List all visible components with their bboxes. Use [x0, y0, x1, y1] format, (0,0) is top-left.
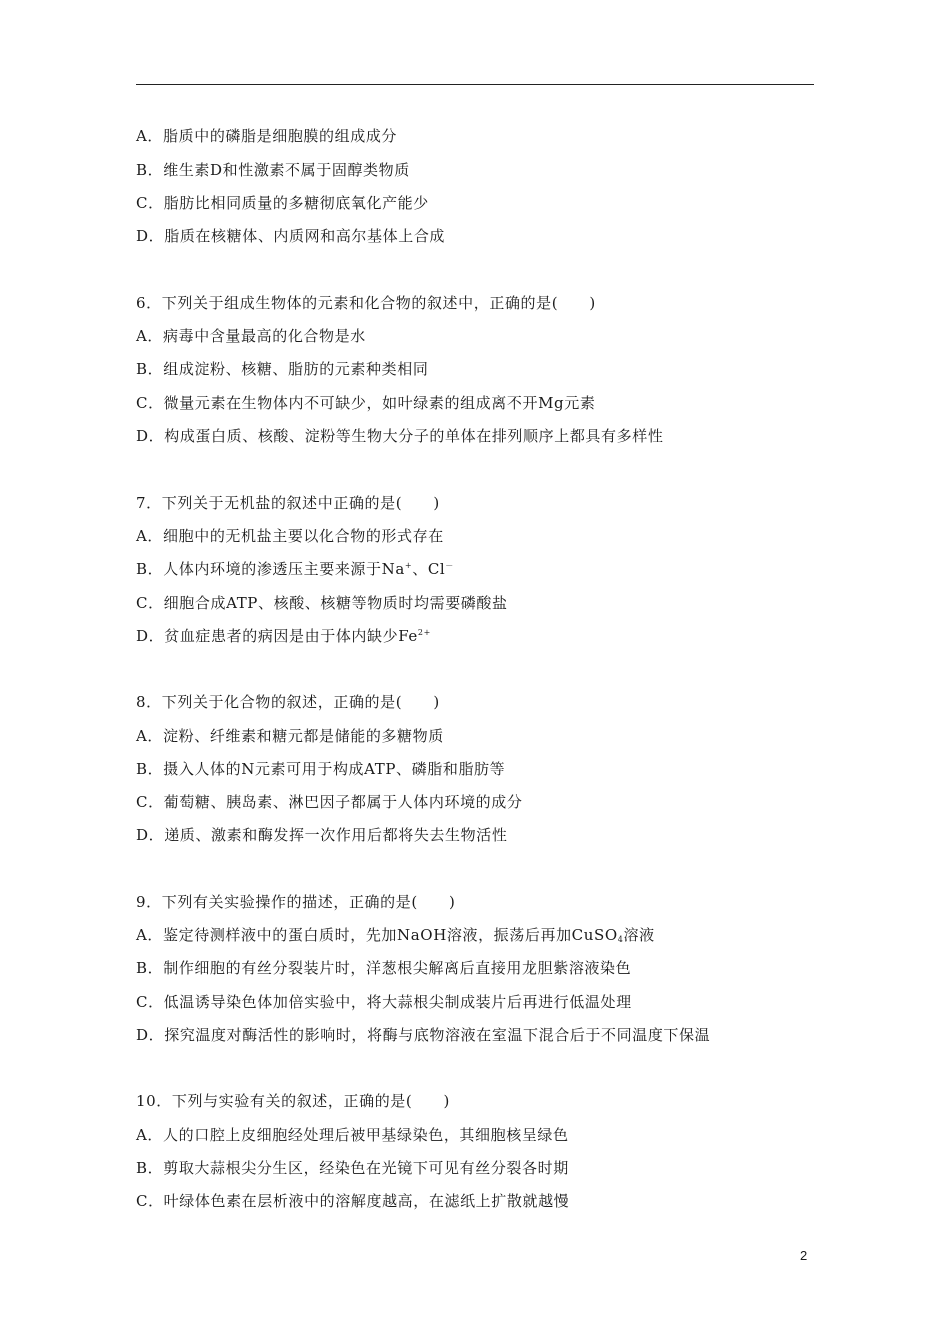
q7-option-b — [136, 559, 454, 579]
q8-option-c: C．葡萄糖、胰岛素、淋巴因子都属于人体内环境的成分 — [136, 793, 523, 811]
header-rule — [136, 84, 814, 85]
q7-option-d — [136, 626, 431, 646]
q7-option-b-text: B．人体内环境的渗透压主要来源于Na — [136, 560, 405, 578]
q7-option-a: A．细胞中的无机盐主要以化合物的形式存在 — [136, 527, 444, 545]
q10-option-a: A．人的口腔上皮细胞经处理后被甲基绿染色，其细胞核呈绿色 — [136, 1126, 569, 1144]
q9-stem: 9．下列有关实验操作的描述，正确的是( ) — [136, 893, 456, 911]
q6-option-d: D．构成蛋白质、核酸、淀粉等生物大分子的单体在排列顺序上都具有多样性 — [136, 427, 664, 445]
q8-option-a: A．淀粉、纤维素和糖元都是储能的多糖物质 — [136, 727, 444, 745]
q9-option-d: D．探究温度对酶活性的影响时，将酶与底物溶液在室温下混合后于不同温度下保温 — [136, 1026, 711, 1044]
q6-option-c: C．微量元素在生物体内不可缺少，如叶绿素的组成离不开Mg元素 — [136, 394, 596, 412]
q9-option-a-text-end: 溶液 — [623, 926, 655, 944]
q9-option-a — [136, 925, 655, 945]
q5-option-d: D．脂质在核糖体、内质网和高尔基体上合成 — [136, 227, 446, 245]
page-number: 2 — [800, 1248, 808, 1263]
q9-option-b: B．制作细胞的有丝分裂装片时，洋葱根尖解离后直接用龙胆紫溶液染色 — [136, 959, 632, 977]
q10-option-c: C．叶绿体色素在层析液中的溶解度越高，在滤纸上扩散就越慢 — [136, 1192, 570, 1210]
q9-option-a-subscript: 4 — [617, 935, 624, 944]
q5-option-b: B．维生素D和性激素不属于固醇类物质 — [136, 161, 410, 179]
q9-option-a-text: A．鉴定待测样液中的蛋白质时，先加NaOH溶液，振荡后再加CuSO — [136, 926, 618, 944]
q8-stem: 8．下列关于化合物的叙述，正确的是( ) — [136, 693, 440, 711]
q7-option-d-superscript: 2+ — [417, 628, 431, 637]
q10-stem: 10．下列与实验有关的叙述，正确的是( ) — [136, 1092, 450, 1110]
q6-stem: 6．下列关于组成生物体的元素和化合物的叙述中，正确的是( ) — [136, 294, 596, 312]
q5-option-c: C．脂肪比相同质量的多糖彻底氧化产能少 — [136, 194, 429, 212]
q6-option-a: A．病毒中含量最高的化合物是水 — [136, 327, 366, 345]
q7-option-b-text-cl: 、Cl — [412, 560, 446, 578]
q6-option-b: B．组成淀粉、核糖、脂肪的元素种类相同 — [136, 360, 429, 378]
q5-option-a: A．脂质中的磷脂是细胞膜的组成成分 — [136, 127, 398, 145]
q7-option-b-superscript-minus: － — [445, 561, 454, 570]
q10-option-b: B．剪取大蒜根尖分生区，经染色在光镜下可见有丝分裂各时期 — [136, 1159, 569, 1177]
q7-stem: 7．下列关于无机盐的叙述中正确的是( ) — [136, 494, 440, 512]
q9-option-c: C．低温诱导染色体加倍实验中，将大蒜根尖制成装片后再进行低温处理 — [136, 993, 632, 1011]
q8-option-d: D．递质、激素和酶发挥一次作用后都将失去生物活性 — [136, 826, 508, 844]
q8-option-b: B．摄入人体的N元素可用于构成ATP、磷脂和脂肪等 — [136, 760, 506, 778]
q7-option-b-superscript-plus: + — [404, 561, 413, 570]
q7-option-c: C．细胞合成ATP、核酸、核糖等物质时均需要磷酸盐 — [136, 594, 508, 612]
q7-option-d-text: D．贫血症患者的病因是由于体内缺少Fe — [136, 627, 418, 645]
